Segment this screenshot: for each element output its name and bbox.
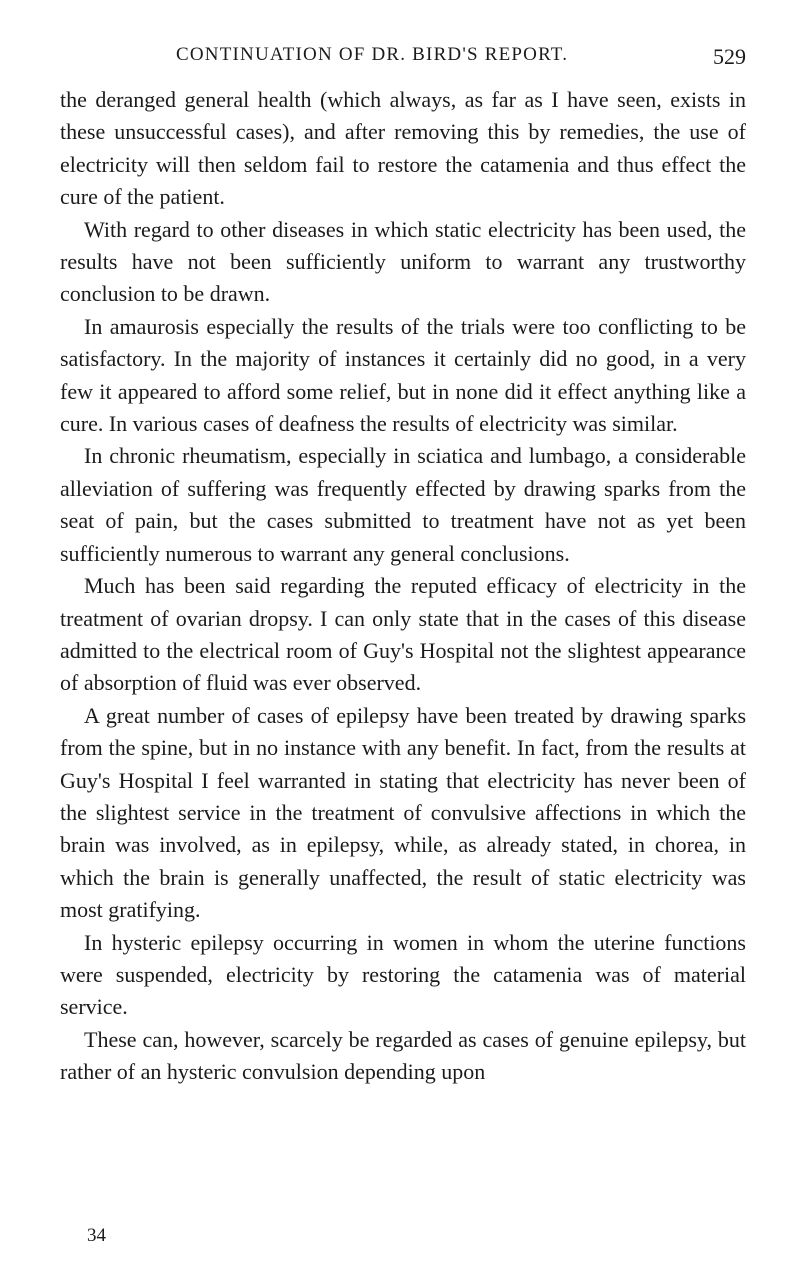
paragraph: the deranged general health (which always, as far as I have seen, exists in these unsuccessful cases), and after removing this by remedies, the use of electricity will then seldom fail to restore the catamenia and thus effect the cure of the patient. <box>60 87 746 210</box>
paragraph: In hysteric epilepsy occurring in women in whom the uterine functions were suspended, electricity by restoring the catamenia was of material service. <box>60 929 746 1020</box>
paragraph: These can, however, scarcely be regarded as cases of genuine epilepsy, but rather of an hysteric convulsion depending upon <box>60 1026 746 1085</box>
paragraph: In chronic rheumatism, especially in sciatica and lumbago, a considerable alleviation of suffering was frequently effected by drawing sparks from the seat of pain, but the cases submitted to treatment have not as yet been sufficiently numerous to warrant any general conclusions. <box>60 443 746 566</box>
page-header <box>176 40 746 74</box>
page-number: 529 <box>713 44 746 69</box>
paragraph: With regard to other diseases in which static electricity has been used, the results have not been sufficiently uniform to warrant any trustworthy conclusion to be drawn. <box>60 216 746 307</box>
running-head: CONTINUATION OF DR. BIRD'S REPORT. <box>176 44 569 65</box>
paragraph: Much has been said regarding the reputed efficacy of electricity in the treatment of ovarian dropsy. I can only state that in the cases of this disease admitted to the electrical room of Guy's Hospital not the slightest appearance of absorption of fluid was ever observed. <box>60 573 746 696</box>
signature-mark: 34 <box>87 1225 106 1246</box>
paragraph: A great number of cases of epilepsy have been treated by drawing sparks from the spine, but in no instance with any benefit. In fact, from the results at Guy's Hospital I feel warranted in stating that electricity has never been of the slightest service in the treatment of convulsive affections in which the brain was involved, as in epilepsy, while, as already stated, in chorea, in which the brain is generally unaffected, the result of static electricity was most gratifying. <box>60 702 746 923</box>
paragraph: In amaurosis especially the results of the trials were too conflicting to be satisfactory. In the majority of instances it certainly did no good, in a very few it appeared to afford some relief, but in none did it effect anything like a cure. In various cases of deafness the results of electricity was similar. <box>60 313 746 437</box>
body-text <box>60 84 746 1089</box>
